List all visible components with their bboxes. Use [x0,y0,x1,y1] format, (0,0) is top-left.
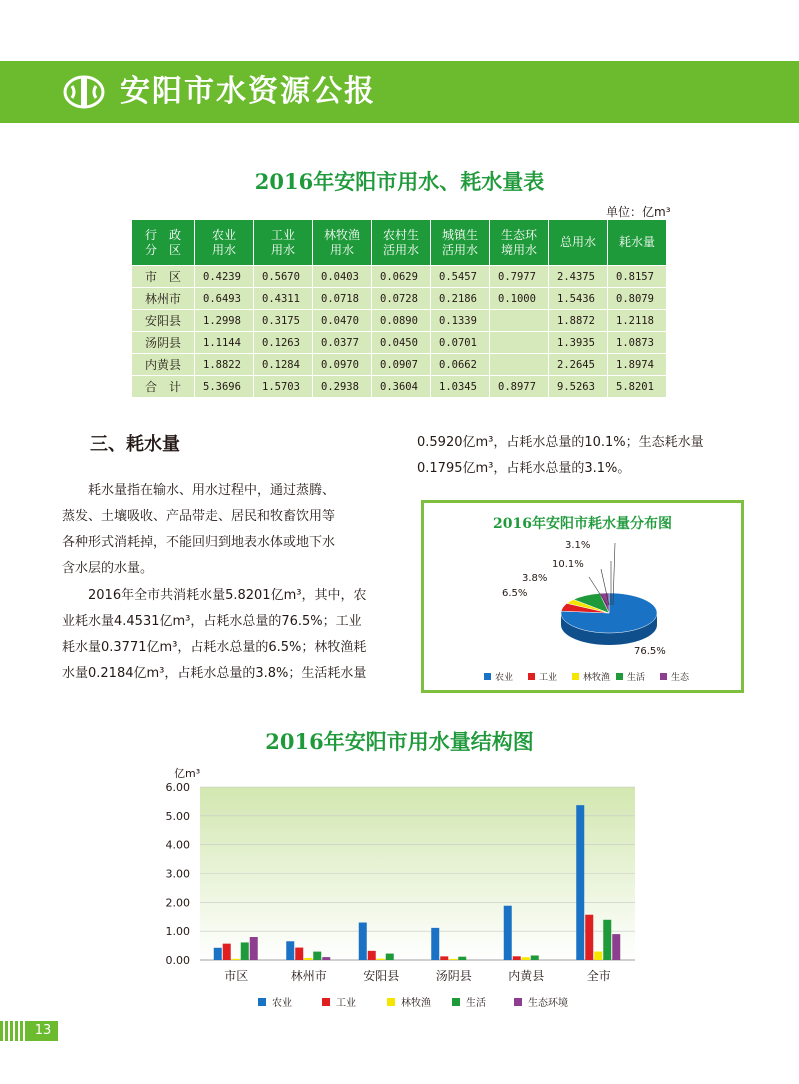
table-row [132,332,667,354]
table-cell: 0.6493 [195,288,254,310]
legend-swatch [660,673,667,680]
paragraph-line: 0.5920亿m³，占耗水总量的10.1%；生态耗水量 [417,435,704,450]
table-cell: 1.5436 [549,288,608,310]
pie-legend-item [616,670,645,683]
bar-1-0 [286,941,294,960]
table-row-header: 安阳县 [132,310,195,332]
x-tick-label: 市区 [224,969,249,983]
table-header-cell [372,220,431,266]
table-cell: 0.5457 [431,266,490,288]
table-row-header: 内黄县 [132,354,195,376]
legend-label: 生态 [671,673,690,683]
bar-3-0 [431,928,439,960]
bar-legend-label: 生态环境 [528,998,568,1009]
y-tick-label: 2.00 [165,896,190,910]
pie-label-eco: 3.1% [565,540,591,551]
bar-legend-label: 生活 [466,998,486,1009]
bar-3-2 [449,959,457,960]
x-tick-label: 林州市 [290,969,327,983]
bar-4-0 [504,906,512,960]
table-header-line: 城镇生 [441,227,478,242]
table-cell: 2.4375 [549,266,608,288]
water-logo-icon [62,74,106,110]
table-cell: 1.2998 [195,310,254,332]
table-cell: 0.1000 [490,288,549,310]
table-header-cell [608,220,667,266]
bar-5-0 [576,805,584,960]
bar-legend-swatch [452,998,460,1006]
paragraph-definition [62,478,382,582]
legend-label: 工业 [539,673,558,683]
table-header-cell [490,220,549,266]
table-cell: 0.3604 [372,376,431,398]
paragraph-line: 耗水量指在输水、用水过程中，通过蒸腾、 [62,483,336,498]
table-header-cell [254,220,313,266]
table-cell: 0.0470 [313,310,372,332]
y-tick-label: 6.00 [165,781,190,794]
bar-1-2 [304,958,312,960]
x-tick-label: 汤阴县 [435,969,472,983]
paragraph-consumption-cont [417,430,747,482]
table-header-line: 活用水 [382,242,419,257]
table-row-header: 合 计 [132,376,195,398]
pie-chart-panel [421,500,744,693]
pie-legend-item [660,670,689,683]
pie-chart-title: 2016年安阳市耗水量分布图 [493,516,672,532]
table-header-line: 用水 [270,242,295,257]
water-use-table [131,219,667,398]
table-cell: 0.4239 [195,266,254,288]
table-row [132,266,667,288]
table-cell: 1.8822 [195,354,254,376]
legend-swatch [528,673,535,680]
pie-label-industry: 6.5% [502,588,528,599]
bar-3-1 [440,956,448,960]
table-header-line: 工业 [270,227,295,242]
bar-5-1 [585,915,593,960]
table-header-line: 分 区 [144,242,181,257]
bar-2-1 [368,951,376,960]
table-header-cell [313,220,372,266]
table-cell: 0.0718 [313,288,372,310]
y-tick-label: 1.00 [165,925,190,939]
y-tick-label: 4.00 [165,838,190,852]
table-cell: 0.0629 [372,266,431,288]
bar-2-2 [377,959,385,960]
pie-legend-item [528,670,557,683]
bar-1-4 [322,957,330,960]
bar-1-3 [313,952,321,960]
table-cell [490,354,549,376]
table-header-cell [431,220,490,266]
y-axis-label: 亿m³ [174,767,201,780]
bar-1-1 [295,948,303,960]
table-header-line: 行 政 [144,227,181,242]
table-cell: 9.5263 [549,376,608,398]
pie-legend [484,670,714,682]
table-row-header: 汤阴县 [132,332,195,354]
pie-legend-item [484,670,513,683]
x-tick-label: 内黄县 [508,969,545,983]
bar-4-3 [531,955,539,960]
legend-label: 生活 [627,673,646,683]
bar-chart-title: 2016年安阳市用水量结构图 [265,729,534,754]
bar-3-3 [458,957,466,960]
bar-legend-label: 林牧渔 [401,998,431,1009]
table-cell: 0.5670 [254,266,313,288]
table-cell: 5.8201 [608,376,667,398]
table-header-line: 农业 [211,227,236,242]
table-cell: 0.2938 [313,376,372,398]
table-cell: 2.2645 [549,354,608,376]
table-header-line: 生态环 [500,227,537,242]
table-cell: 1.1144 [195,332,254,354]
paragraph-line: 耗水量0.3771亿m³，占耗水总量的6.5%；林牧渔耗 [62,640,367,655]
page-stripe [0,1021,28,1041]
table-title: 2016年安阳市用水、耗水量表 [254,169,545,194]
table-row [132,288,667,310]
table-header-line: 林牧渔 [323,227,360,242]
bar-0-0 [214,948,222,960]
bar-0-3 [241,942,249,960]
y-tick-label: 3.00 [165,867,190,881]
table-cell: 0.0450 [372,332,431,354]
table-header-line: 活用水 [441,242,478,257]
header-banner [0,61,799,123]
paragraph-line: 2016年全市共消耗水量5.8201亿m³，其中，农 [62,588,367,603]
bar-legend-swatch [387,998,395,1006]
pie-label-agri: 76.5% [634,646,666,657]
bar-legend-swatch [514,998,522,1006]
bar-4-1 [513,956,521,960]
table-row-header: 林州市 [132,288,195,310]
table-cell: 1.8872 [549,310,608,332]
pie-legend-item [572,670,610,683]
table-header-cell [549,220,608,266]
bar-2-0 [359,923,367,960]
bar-0-1 [223,944,231,960]
table-cell: 5.3696 [195,376,254,398]
bar-legend-swatch [322,998,330,1006]
paragraph-line: 业耗水量4.4531亿m³，占耗水总量的76.5%；工业 [62,614,362,629]
x-tick-label: 全市 [586,969,611,983]
table-cell: 0.1339 [431,310,490,332]
page-number: 13 [28,1021,58,1041]
table-cell: 0.0403 [313,266,372,288]
table-cell: 1.2118 [608,310,667,332]
table-row [132,310,667,332]
bar-legend-label: 农业 [272,998,292,1009]
bar-5-3 [603,920,611,960]
x-tick-label: 安阳县 [363,969,400,983]
bar-4-2 [522,957,530,960]
table-header-cell [132,220,195,266]
table-row-header: 市 区 [132,266,195,288]
table-cell: 1.8974 [608,354,667,376]
table-cell: 1.3935 [549,332,608,354]
table-cell: 0.3175 [254,310,313,332]
table-cell: 1.0345 [431,376,490,398]
bar-0-4 [250,937,258,960]
bar-chart [0,760,799,1060]
y-tick-label: 0.00 [165,954,190,967]
table-cell: 0.8157 [608,266,667,288]
pie-label-forestry: 3.8% [522,573,548,584]
table-cell: 0.0662 [431,354,490,376]
bar-0-2 [232,959,240,960]
table-row [132,376,667,398]
table-cell: 0.0970 [313,354,372,376]
pie-label-life: 10.1% [552,559,584,570]
table-cell: 0.1263 [254,332,313,354]
legend-swatch [616,673,623,680]
table-cell: 0.0890 [372,310,431,332]
table-header-line: 总用水 [559,235,596,249]
table-cell: 0.8977 [490,376,549,398]
table-unit: 单位：亿m³ [606,205,671,219]
table-header-line: 耗水量 [618,235,655,249]
bar-legend-label: 工业 [336,998,356,1009]
paragraph-line: 各种形式消耗掉，不能回归到地表水体或地下水 [62,535,336,550]
table-cell [490,310,549,332]
paragraph-line: 含水层的水量。 [62,561,154,576]
legend-swatch [484,673,491,680]
report-title: 安阳市水资源公报 [120,74,376,109]
legend-label: 农业 [495,673,514,683]
table-cell: 0.7977 [490,266,549,288]
table-cell: 0.0728 [372,288,431,310]
table-cell [490,332,549,354]
table-cell: 1.0873 [608,332,667,354]
table-cell: 0.4311 [254,288,313,310]
table-header-line: 境用水 [500,242,537,257]
table-cell: 0.8079 [608,288,667,310]
y-tick-label: 5.00 [165,809,190,823]
bar-5-2 [594,952,602,960]
table-header-line: 用水 [211,242,236,257]
table-header-line: 用水 [329,242,354,257]
bar-5-4 [612,934,620,960]
section-heading: 三、耗水量 [90,434,180,455]
paragraph-consumption [62,583,382,687]
legend-swatch [572,673,579,680]
paragraph-line: 蒸发、土壤吸收、产品带走、居民和牧畜饮用等 [62,509,336,524]
table-cell: 0.0377 [313,332,372,354]
table-cell: 0.0701 [431,332,490,354]
table-cell: 1.5703 [254,376,313,398]
table-header-line: 农村生 [382,227,419,242]
bar-2-3 [386,954,394,960]
table-cell: 0.2186 [431,288,490,310]
paragraph-line: 0.1795亿m³，占耗水总量的3.1%。 [417,461,631,476]
pie-chart [424,503,741,690]
bar-legend-swatch [258,998,266,1006]
legend-label: 林牧渔 [583,673,611,683]
table-cell: 0.0907 [372,354,431,376]
paragraph-line: 水量0.2184亿m³，占耗水总量的3.8%；生活耗水量 [62,666,367,681]
table-row [132,354,667,376]
table-cell: 0.1284 [254,354,313,376]
table-header-cell [195,220,254,266]
